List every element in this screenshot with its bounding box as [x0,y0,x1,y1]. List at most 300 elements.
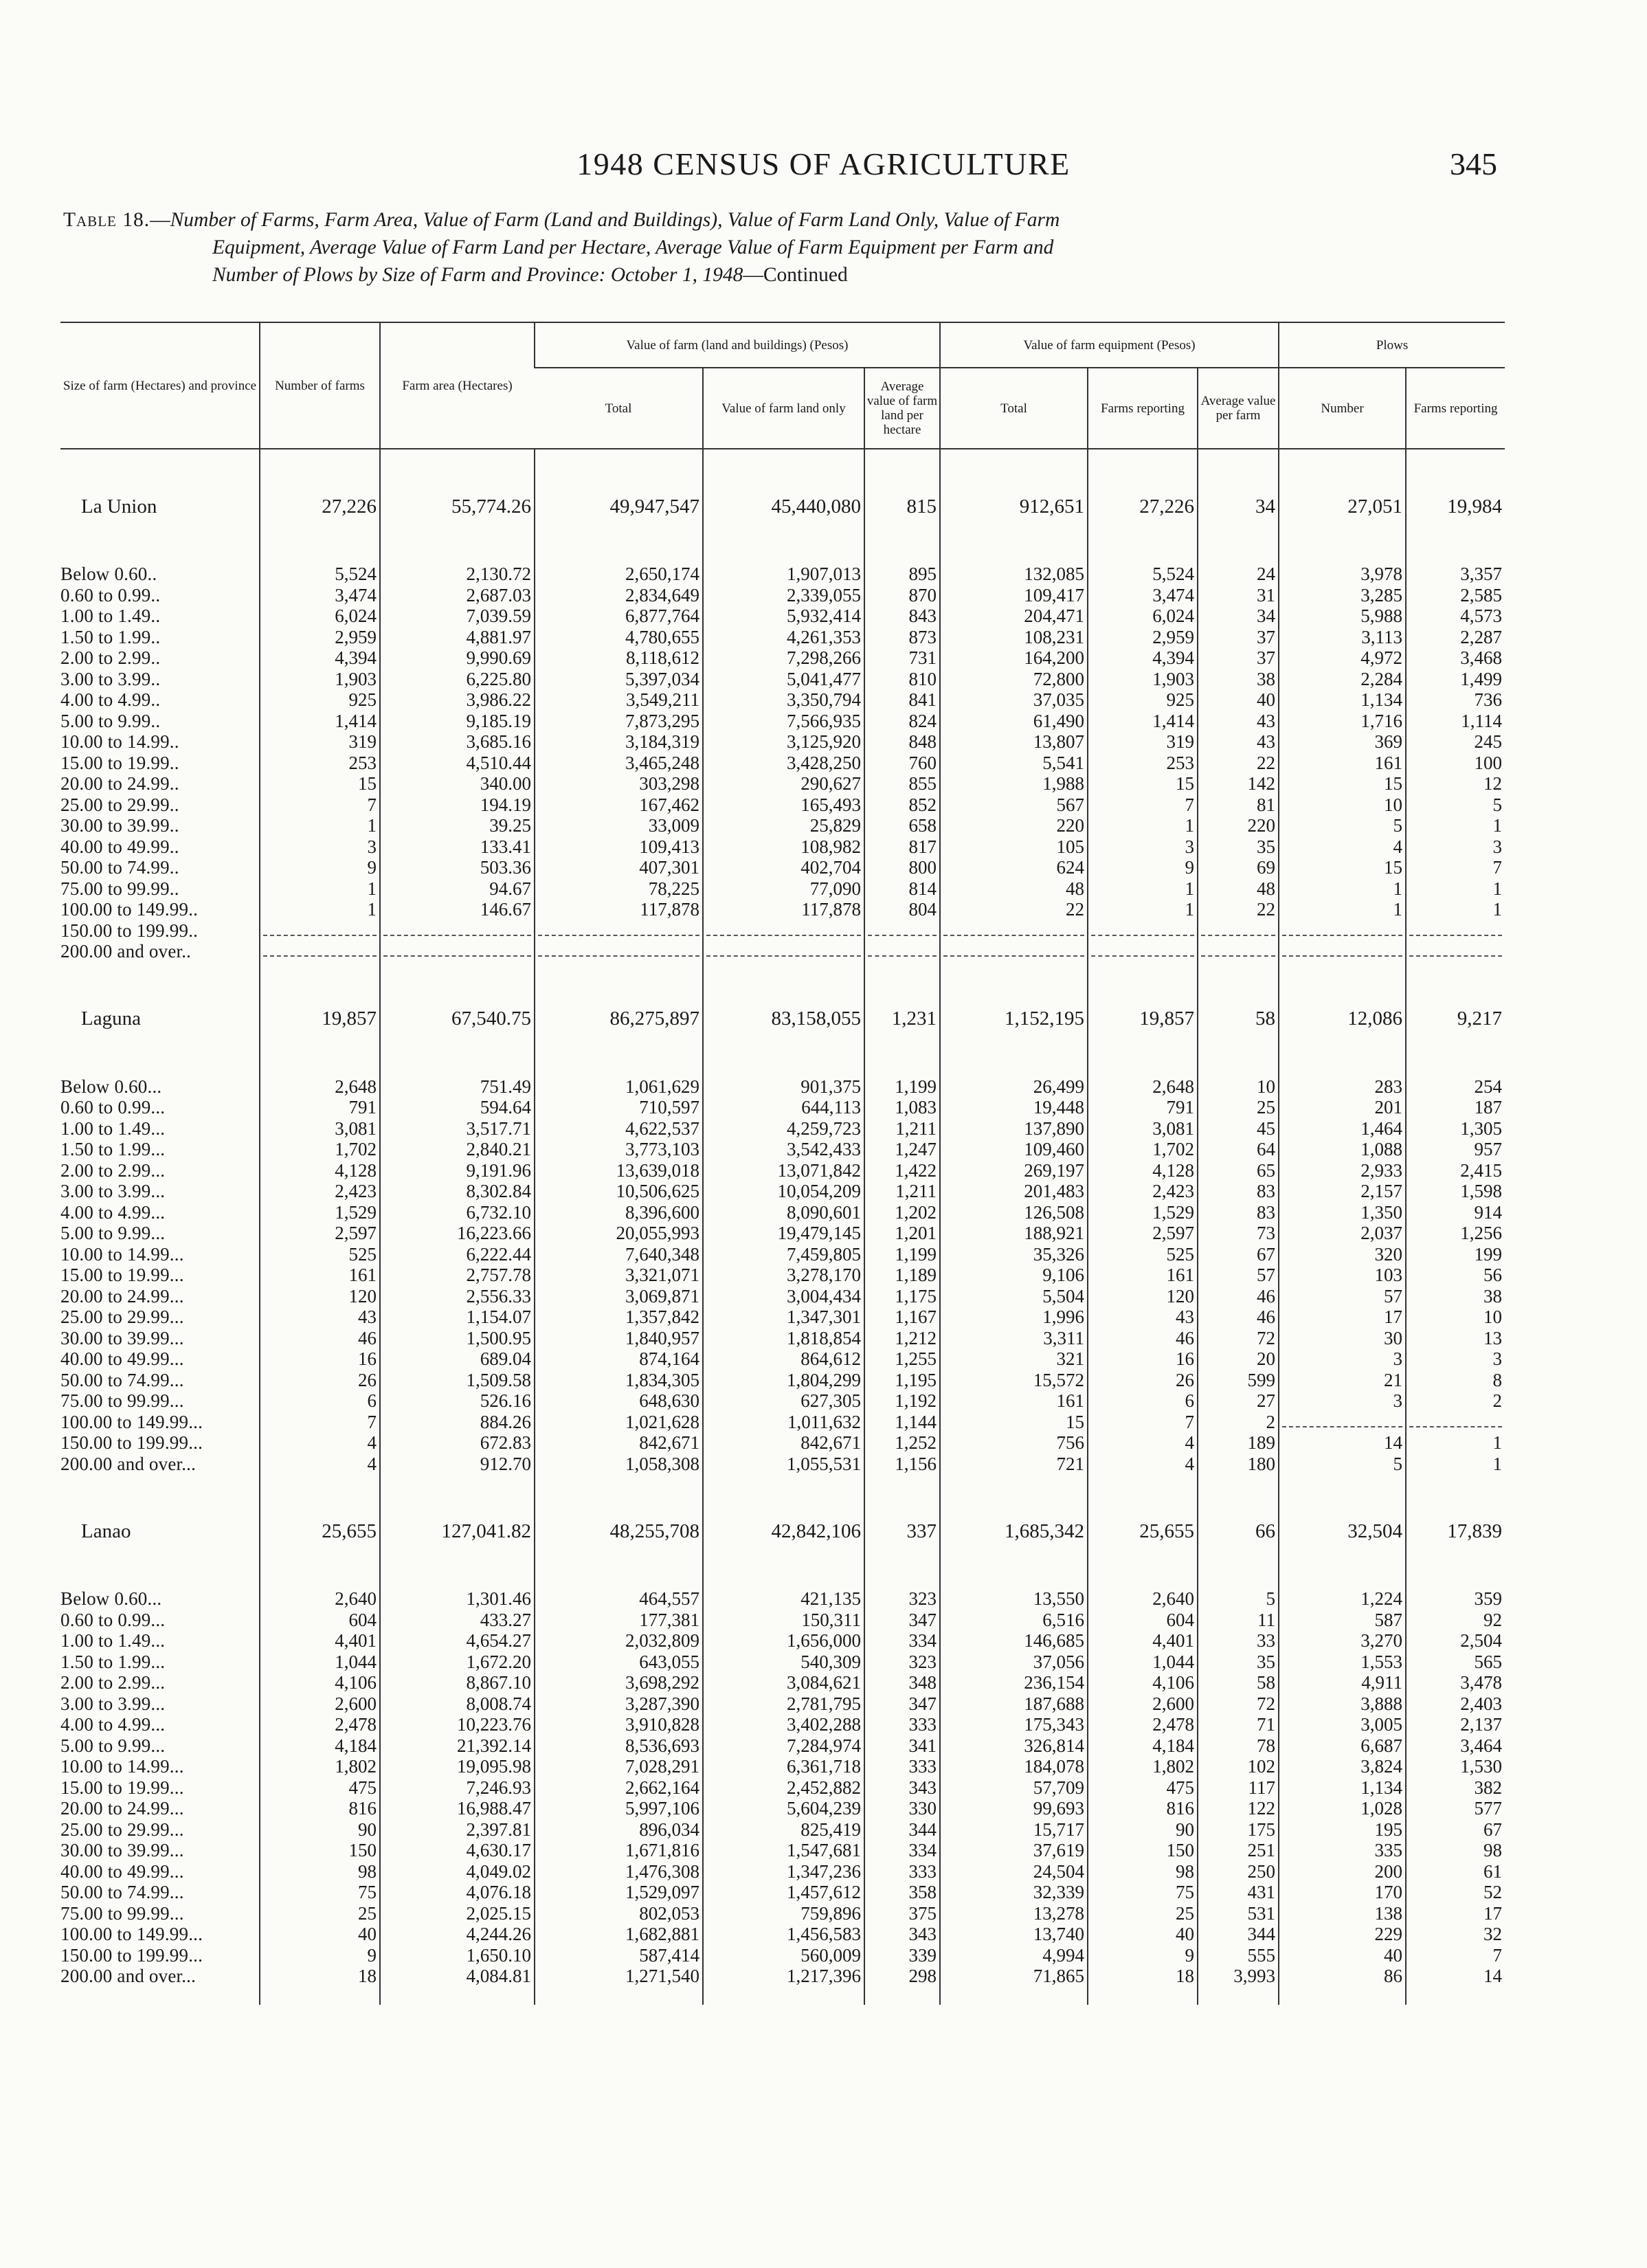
data-cell: 175 [1198,1819,1279,1841]
data-cell: 326,814 [940,1735,1088,1757]
data-cell: 33 [1198,1630,1279,1652]
size-class: 75.00 to 99.99... [60,1390,184,1411]
data-cell: 421,135 [703,1588,864,1610]
data-cell: 791 [1088,1097,1198,1118]
data-cell [1406,1412,1505,1433]
size-class: Below 0.60... [60,1588,162,1609]
data-cell: 5,997,106 [535,1798,703,1819]
data-cell: 6,877,764 [535,605,703,627]
data-cell: 2,662,164 [535,1777,703,1799]
spacer-cell [1406,962,1505,992]
spacer-cell [1279,449,1406,480]
size-class: 150.00 to 199.99... [60,1944,203,1966]
data-cell: 1,716 [1279,711,1406,732]
data-cell: 13,639,018 [535,1160,703,1181]
spacer-cell [60,1987,260,2005]
data-cell [260,920,380,942]
province-total-cell: 25,655 [1088,1504,1198,1558]
spacer-cell [703,962,864,992]
data-cell: 565 [1406,1652,1505,1673]
size-class: 0.60 to 0.99... [60,1097,166,1118]
data-cell: 177,381 [535,1610,703,1631]
table-row [60,1160,1505,1181]
table-row [60,1693,1505,1715]
data-cell: 195 [1279,1819,1406,1841]
data-cell: 2,339,055 [703,585,864,606]
data-cell: 1,682,881 [535,1924,703,1945]
col-head-plows-number: Number [1279,368,1406,449]
data-cell: 347 [864,1693,940,1715]
data-cell: 11 [1198,1610,1279,1631]
data-cell [1198,920,1279,942]
data-cell: 348 [864,1672,940,1693]
spacer-cell [380,1987,535,2005]
data-cell: 912.70 [380,1454,535,1475]
data-cell: 5,524 [1088,564,1198,585]
spacer-cell [60,449,260,480]
data-cell: 1,211 [864,1118,940,1139]
data-cell: 5,932,414 [703,605,864,627]
spacer-cell [535,1558,703,1588]
data-cell: 2,423 [260,1181,380,1202]
data-cell: 26 [1088,1370,1198,1391]
size-class: 20.00 to 24.99.. [60,773,179,794]
data-cell: 15,717 [940,1819,1088,1841]
data-cell: 8,396,600 [535,1202,703,1223]
data-cell: 1,255 [864,1348,940,1370]
spacer-cell [1198,533,1279,564]
data-cell: 7,028,291 [535,1756,703,1777]
table-label: Table 18. [63,209,150,231]
table-row [60,753,1505,774]
data-cell: 344 [1198,1924,1279,1945]
province-total-cell: 42,842,106 [703,1504,864,1558]
data-cell: 109,417 [940,585,1088,606]
data-cell: 1,802 [260,1756,380,1777]
spacer-cell [260,1987,380,2005]
province-name: Laguna [81,1008,141,1030]
data-cell: 1,804,299 [703,1370,864,1391]
data-cell: 3,685.16 [380,731,535,753]
table-row [60,857,1505,878]
data-cell: 1,672.20 [380,1652,535,1673]
data-cell: 254 [1406,1076,1505,1098]
size-class: 15.00 to 19.99... [60,1265,184,1285]
data-cell: 14 [1279,1432,1406,1454]
data-cell: 8,090,601 [703,1202,864,1223]
data-cell: 870 [864,585,940,606]
data-cell: 503.36 [380,857,535,878]
data-cell: 864,612 [703,1348,864,1370]
data-cell: 689.04 [380,1348,535,1370]
data-cell: 587 [1279,1610,1406,1631]
data-cell: 108,231 [940,627,1088,648]
data-cell: 65 [1198,1160,1279,1181]
data-cell: 2,504 [1406,1630,1505,1652]
data-cell: 253 [1088,753,1198,774]
spacer-cell [535,1987,703,2005]
data-cell: 298 [864,1966,940,1987]
province-total-cell: 912,651 [940,480,1088,533]
col-group-equipment: Value of farm equipment (Pesos) [940,322,1279,368]
data-cell: 35,326 [940,1244,1088,1265]
province-total-cell: 27,051 [1279,480,1406,533]
spacer-cell [1406,449,1505,480]
col-head-value-total: Total [535,368,703,449]
data-cell: 825,419 [703,1819,864,1841]
data-cell: 874,164 [535,1348,703,1370]
data-cell: 2,284 [1279,669,1406,690]
spacer-cell [1198,1987,1279,2005]
empty-dash [706,935,861,936]
data-cell: 4 [1088,1454,1198,1475]
data-cell [1406,941,1505,962]
table-row [60,1286,1505,1307]
data-cell: 8,536,693 [535,1735,703,1757]
size-class: 4.00 to 4.99... [60,1714,166,1735]
data-cell: 1,021,628 [535,1412,703,1433]
data-cell: 161 [260,1265,380,1286]
data-cell: 1,301.46 [380,1588,535,1610]
data-cell: 253 [260,753,380,774]
data-cell [1198,941,1279,962]
table-row [60,1756,1505,1777]
data-cell: 1,414 [1088,711,1198,732]
page-title: 1948 CENSUS OF AGRICULTURE [576,146,1071,181]
province-total-cell: 1,152,195 [940,992,1088,1046]
table-row [60,689,1505,711]
data-cell: 3,465,248 [535,753,703,774]
data-cell: 67 [1406,1819,1505,1841]
data-cell: 340.00 [380,773,535,794]
data-cell: 38 [1406,1286,1505,1307]
table-row [60,1798,1505,1819]
data-cell: 2,478 [260,1714,380,1735]
data-cell: 37 [1198,627,1279,648]
size-class: 10.00 to 14.99.. [60,731,179,752]
data-cell [864,920,940,942]
size-class: 5.00 to 9.99... [60,1223,166,1243]
data-cell: 1,656,000 [703,1630,864,1652]
empty-dash [1091,955,1194,957]
data-cell: 17 [1279,1307,1406,1328]
table-row [60,731,1505,753]
size-class: 20.00 to 24.99... [60,1285,184,1307]
province-total-cell: 9,217 [1406,992,1505,1046]
table-row [60,1588,1505,1610]
data-cell: 4 [260,1432,380,1454]
data-cell: 86 [1279,1966,1406,1987]
province-total-cell: 32,504 [1279,1504,1406,1558]
size-class: 50.00 to 74.99.. [60,857,179,878]
empty-dash [1201,935,1275,936]
data-cell: 1,509.58 [380,1370,535,1391]
data-cell: 102 [1198,1756,1279,1777]
province-total-cell: 27,226 [1088,480,1198,533]
data-cell: 736 [1406,689,1505,711]
data-cell: 9,106 [940,1265,1088,1286]
data-cell: 4,049.02 [380,1861,535,1882]
spacer-cell [260,962,380,992]
spacer-cell [535,1474,703,1504]
data-cell: 3,773,103 [535,1139,703,1160]
province-total-cell: 19,857 [1088,992,1198,1046]
data-cell: 1,529 [1088,1202,1198,1223]
data-cell: 1,350 [1279,1202,1406,1223]
data-cell: 2,157 [1279,1181,1406,1202]
province-total-cell: 48,255,708 [535,1504,703,1558]
province-total-cell: 19,857 [260,992,380,1046]
spacer-cell [703,533,864,564]
size-class: 150.00 to 199.99.. [60,920,199,941]
data-cell: 1,224 [1279,1588,1406,1610]
spacer-cell [380,1474,535,1504]
spacer-cell [1279,1987,1406,2005]
table-row [60,1735,1505,1757]
province-total-cell: 12,086 [1279,992,1406,1046]
data-cell: 841 [864,689,940,711]
data-cell: 187,688 [940,1693,1088,1715]
data-cell: 165,493 [703,794,864,816]
data-cell: 852 [864,794,940,816]
table-row [60,1139,1505,1160]
data-cell: 1,144 [864,1412,940,1433]
table-row [60,1924,1505,1945]
data-cell: 4,630.17 [380,1840,535,1861]
data-cell: 1,702 [1088,1139,1198,1160]
size-class: 4.00 to 4.99.. [60,689,161,710]
data-cell: 146.67 [380,899,535,920]
data-cell: 40 [1279,1945,1406,1966]
spacer-cell [60,533,260,564]
size-class: 30.00 to 39.99... [60,1327,184,1348]
data-cell: 2,640 [260,1588,380,1610]
data-cell: 1,212 [864,1328,940,1349]
data-cell: 3,270 [1279,1630,1406,1652]
data-cell: 594.64 [380,1097,535,1118]
data-cell: 855 [864,773,940,794]
data-cell: 1,217,396 [703,1966,864,1987]
data-cell: 7,298,266 [703,647,864,669]
data-cell: 1,457,612 [703,1882,864,1903]
data-cell: 925 [1088,689,1198,711]
data-cell: 90 [260,1819,380,1841]
data-cell: 1,175 [864,1286,940,1307]
table-row [60,605,1505,627]
empty-dash [1409,955,1502,957]
table-row [60,1610,1505,1631]
data-cell [940,920,1088,942]
data-cell: 5 [1198,1588,1279,1610]
province-total-cell: 83,158,055 [703,992,864,1046]
data-cell: 48 [940,878,1088,900]
data-cell: 303,298 [535,773,703,794]
data-cell: 37,619 [940,1840,1088,1861]
table-row [60,941,1505,962]
data-cell: 6,516 [940,1610,1088,1631]
empty-dash [1282,935,1402,936]
data-cell: 604 [260,1610,380,1631]
spacer-cell [864,1046,940,1076]
data-cell: 92 [1406,1610,1505,1631]
data-cell: 146,685 [940,1630,1088,1652]
size-class: 200.00 and over... [60,1966,197,1986]
data-cell: 7,246.93 [380,1777,535,1799]
data-cell: 3,464 [1406,1735,1505,1757]
spacer-cell [864,962,940,992]
data-cell: 1,167 [864,1307,940,1328]
size-class: 50.00 to 74.99... [60,1882,184,1902]
data-cell: 2,600 [260,1693,380,1715]
data-cell: 13,550 [940,1588,1088,1610]
data-cell: 3,005 [1279,1714,1406,1735]
data-cell: 1,834,305 [535,1370,703,1391]
spacer-cell [1198,449,1279,480]
table-header [60,322,1505,449]
data-cell: 7 [1088,1412,1198,1433]
data-cell: 78 [1198,1735,1279,1757]
data-cell: 3,517.71 [380,1118,535,1139]
data-cell: 43 [1198,711,1279,732]
table-row [60,899,1505,920]
data-cell: 1,252 [864,1432,940,1454]
section-spacer [60,449,1505,480]
data-cell: 2,585 [1406,585,1505,606]
data-cell: 43 [260,1307,380,1328]
size-class: 50.00 to 74.99... [60,1369,184,1390]
data-cell: 10 [1279,794,1406,816]
data-cell: 756 [940,1432,1088,1454]
data-cell: 34 [1198,605,1279,627]
table-row [60,1328,1505,1349]
size-class: 0.60 to 0.99.. [60,584,161,605]
data-cell: 133.41 [380,836,535,858]
data-cell: 1,134 [1279,1777,1406,1799]
spacer-cell [1406,1987,1505,2005]
data-cell: 5,504 [940,1286,1088,1307]
data-cell: 283 [1279,1076,1406,1098]
data-cell: 7 [260,1412,380,1433]
data-cell: 751.49 [380,1076,535,1098]
spacer-cell [1406,1558,1505,1588]
data-cell: 1,529,097 [535,1882,703,1903]
data-cell: 3,278,170 [703,1265,864,1286]
data-cell: 3,474 [260,585,380,606]
data-cell: 5 [1279,1454,1406,1475]
size-class: 1.50 to 1.99... [60,1651,166,1672]
data-cell: 3,978 [1279,564,1406,585]
size-class: 200.00 and over... [60,1453,197,1474]
data-cell: 18 [260,1966,380,1987]
data-cell [703,920,864,942]
data-cell: 73 [1198,1223,1279,1244]
data-cell: 22 [1198,899,1279,920]
data-cell: 150 [260,1840,380,1861]
size-class: 3.00 to 3.99... [60,1693,166,1714]
data-cell: 83 [1198,1181,1279,1202]
data-cell: 3,113 [1279,627,1406,648]
data-cell: 220 [940,815,1088,836]
table-row [60,1672,1505,1693]
size-class: Below 0.60.. [60,564,157,584]
table-row [60,627,1505,648]
size-class: 150.00 to 199.99... [60,1432,203,1453]
province-total-row [60,992,1505,1046]
data-cell: 83 [1198,1202,1279,1223]
empty-dash [538,935,699,936]
data-cell: 407,301 [535,857,703,878]
data-cell: 8,302.84 [380,1181,535,1202]
data-cell: 7 [1088,794,1198,816]
data-cell: 599 [1198,1370,1279,1391]
province-total-cell: 86,275,897 [535,992,703,1046]
size-class: 4.00 to 4.99... [60,1201,166,1223]
data-cell: 7 [1406,1945,1505,1966]
data-cell: 25 [1198,1097,1279,1118]
data-cell: 4,994 [940,1945,1088,1966]
data-cell: 103 [1279,1265,1406,1286]
data-cell: 3,402,288 [703,1714,864,1735]
data-cell: 1,650.10 [380,1945,535,1966]
table-row [60,711,1505,732]
data-cell: 1,189 [864,1265,940,1286]
data-cell: 10 [1198,1076,1279,1098]
table-row [60,1454,1505,1475]
table-row [60,1777,1505,1799]
data-cell: 624 [940,857,1088,878]
spacer-cell [1088,533,1198,564]
data-cell: 3,004,434 [703,1286,864,1307]
data-cell: 161 [940,1390,1088,1412]
table-body [60,449,1505,2005]
data-cell: 120 [260,1286,380,1307]
spacer-cell [535,533,703,564]
data-cell: 1,422 [864,1160,940,1181]
size-class: 1.50 to 1.99.. [60,626,161,647]
data-cell: 9,191.96 [380,1160,535,1181]
data-cell: 71,865 [940,1966,1088,1987]
data-cell: 658 [864,815,940,836]
data-cell: 4,106 [1088,1672,1198,1693]
data-cell: 334 [864,1630,940,1652]
empty-dash [1409,935,1502,936]
data-cell: 57 [1279,1286,1406,1307]
data-cell: 6,024 [260,605,380,627]
table-row [60,836,1505,858]
data-cell: 75 [260,1882,380,1903]
data-cell: 138 [1279,1903,1406,1924]
spacer-cell [1406,1474,1505,1504]
size-class: 25.00 to 29.99... [60,1307,184,1327]
data-cell: 32 [1406,1924,1505,1945]
section-spacer [60,1046,1505,1076]
table-row [60,585,1505,606]
data-cell: 2,478 [1088,1714,1198,1735]
data-cell: 27 [1198,1390,1279,1412]
data-cell [1088,941,1198,962]
data-cell: 4 [1279,836,1406,858]
data-cell: 77,090 [703,878,864,900]
data-cell: 43 [1088,1307,1198,1328]
data-cell: 604 [1088,1610,1198,1631]
table-row [60,1412,1505,1433]
data-cell: 848 [864,731,940,753]
data-cell: 19,095.98 [380,1756,535,1777]
data-cell: 5 [1279,815,1406,836]
data-cell: 5,988 [1279,605,1406,627]
data-cell: 1,414 [260,711,380,732]
data-cell: 433.27 [380,1610,535,1631]
